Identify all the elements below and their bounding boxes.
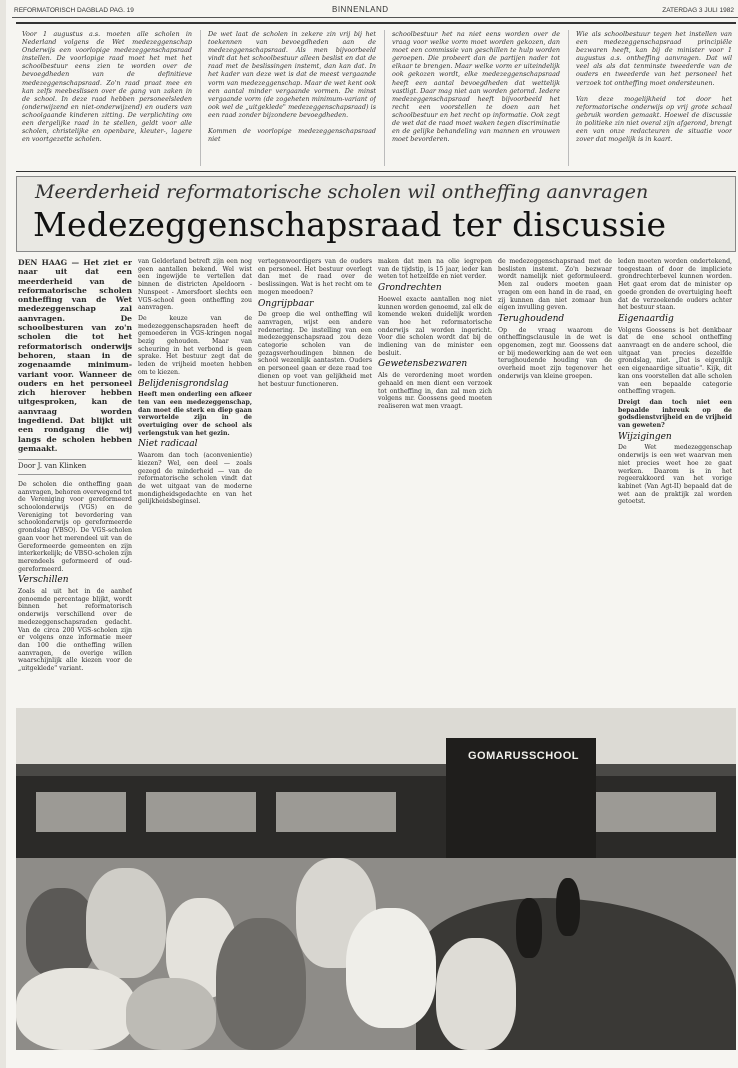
photo-child (346, 908, 436, 1028)
intro-column-4 (576, 30, 732, 166)
photo-window (146, 792, 256, 832)
photo-child (16, 968, 136, 1050)
article-paragraph: de medezeggenschapsraad met de beslisten instemt. Zo'n bezwaar wordt namelijk niet geformuleerd. Men zal ouders moeten gaan vragen om een hand in de raad, en zij kunnen dan niet zomaar hun eigen invulling geven. (498, 258, 612, 312)
intro-column-2-end: Kommen de voorlopige medezeggenschapsraad niet (208, 127, 376, 144)
article-bold-paragraph: Dreigt dan toch niet een bepaalde inbreuk op de godsdienstvrijheid en de vrijheid van geweten? (618, 398, 732, 430)
article-paragraph: Als de verordening moet worden gehaald en men dient een verzoek tot ontheffing in, dan zal men zich volgens mr. Goossens geed moeten realiseren wat men vraagt. (378, 372, 492, 410)
article-column-4 (378, 258, 492, 704)
school-photo (16, 708, 736, 1050)
article-paragraph: van Gelderland betreft zijn een nog geen aantallen bekend. Wel wist een ingewijde te vertellen dat binnen de districten Apeldoorn - Nunspeet - Amersfoort slechts een VGS-school geen ontheffing zou aanvragen. (138, 258, 252, 312)
school-sign: GOMARUSSCHOOL (468, 750, 579, 762)
intro-column-4-text: Wie als schoolbestuur tegen het instellen van een medezeggenschapsraad principiële bezwaren heeft, kan bij de minister voor 1 augustus a.s. ontheffing aanvragen. Dat wil veel als als dat tenminste tweederde van de ouders en tweederde van het personeel het verzoek tot ontheffing moet ondersteunen. (576, 30, 732, 87)
article-lead: DEN HAAG — Het ziet er naar uit dat een meerderheid van de reformatorische scholen ontheffing van de Wet medezeggenschap zal aanvragen. De schoolbesturen van zo'n scholen die tot het reformatorisch onderwijs behoren, staan in de zogenaamde minimum-variant voor. Wanneer de ouders en het personeel zich hierover hebben uitgesproken, kan de aanvraag worden ingediend. Dat blijkt uit een rondgang die wij langs de scholen hebben gemaakt. (18, 258, 132, 453)
article-subheading: Ongrijpbaar (258, 298, 314, 309)
article-bold-paragraph: Heeft men onderling een afkeer ten van een medezeggenschap, dan moet die sterk en diep gaan verwortelde zijn in de overtuiging over de school als verlengstuk van het gezin. (138, 391, 252, 437)
article-column-6 (618, 258, 732, 704)
header-date: ZATERDAG 3 JULI 1982 (662, 7, 734, 14)
article-subheading: Niet radicaal (138, 439, 198, 450)
article-paragraph: Hoewel exacte aantallen nog niet kunnen worden genoemd, zal elk de komende weken duidelijk worden van hoe het reformatorische onderwijs zal worden ingericht. Voor die scholen wordt dat bij de indiening van de minister een besluit. (378, 295, 492, 357)
article-paragraph: De scholen die ontheffing gaan aanvragen, behoren overwegend tot de Vereniging voor gereformeerd schoolonderwijs (VGS) en de Vereniging tot bevordering van schoolonderwijs op gereformeerde grondslag (VBSO). De VGS-scholen gaan voor het merendeel uit van de Gereformeerde gemeenten en zijn interkerkelijk; de VBSO-scholen zijn merendeels geformeerd of oud-gereformeerd. (18, 480, 132, 573)
article-subheading: Eigenaardig (618, 313, 674, 324)
header-section: BINNENLAND (332, 5, 389, 14)
headline-block (16, 176, 736, 252)
intro-divider (200, 30, 201, 166)
article-byline: Door J. van Klinken (18, 459, 132, 475)
intro-divider (384, 30, 385, 166)
headline-kicker: Meerderheid reformatorische scholen wil ontheffing aanvragen (35, 181, 649, 203)
article-subheading: Grondrechten (378, 283, 442, 294)
article-column-1 (18, 258, 132, 704)
intro-divider (568, 30, 569, 166)
article-paragraph: Op de vraag waarom de ontheffingsclausule in de wet is opgenomen, zegt mr. Goossens dat er bij medewerking aan de wet een terughoudende houding van de overheid moet zijn tegenover het onderwijs van kleine groepen. (498, 326, 612, 380)
intro-column-4b-text: Van deze mogelijkheid tot door het reformatorische onderwijs op vrij grote schaal gebruik worden gemaakt. Hoewel de discussie in politieke zin niet overal zijn afgerond, brengt een van onze redacteuren de situatie voor zover dat mogelijk is in kaart. (576, 94, 732, 144)
article-paragraph: leden moeten worden ondertekend, toegestaan of door de impliciete grondrechterbevel kunnen worden. Het gaat erom dat de minister op goede gronden de overtuiging heeft dat de verzoekende ouders achter het bestuur staan. (618, 258, 732, 312)
article-paragraph: maken dat men na olie iegrepen van de tijdstip, is 15 jaar, ieder kan weten tot hetzelfde en niet verder. (378, 258, 492, 281)
photo-window (596, 792, 716, 832)
article-subheading: Verschillen (18, 575, 69, 586)
photo-child (516, 898, 542, 958)
article-subheading: Terughoudend (498, 313, 565, 324)
photo-window (276, 792, 396, 832)
page-header (12, 4, 738, 18)
article-paragraph: De groep die wel ontheffing wil aanvragen, wijst een andere redenering. De instelling van een medezeggenschapsraad zou deze categorie scholen van de gezagsverhoudingen binnen de school wezenlijk aantasten. Ouders en personeel gaan er deze raad toe dienen op voet van gelijkheid met het bestuur functioneren. (258, 311, 372, 388)
article-subheading: Gewetensbezwaren (378, 359, 468, 370)
intro-column-2-text: De wet laat de scholen in zekere zin vrij bij het toekennen van bevoegdheden aan de medezeggenschapsraad. Als men bijvoorbeeld vindt dat het schoolbestuur alleen beslist en dat de raad met de beslissingen instemt, dan kan dat. In het kader van deze wet is dat de meest vergaande vorm van medezeggenschap. Maar de wet kent ook een aantal minder vergaande vormen. De minst vergaande vorm (de zogeheten minimum-variant of ook wel de „uitgeklede" medezeggenschapsraad) is een raad zonder bijzondere bevoegdheden. (208, 30, 376, 119)
article-paragraph: vertegenwoordigers van de ouders en personeel. Het bestuur overlegt dan met de raad over de beslissingen. Wat is het recht om te mogen meedoen? (258, 258, 372, 296)
photo-child (436, 938, 516, 1050)
article-column-2 (138, 258, 252, 704)
headline-title: Medezeggenschapsraad ter discussie (33, 205, 667, 244)
photo-child (216, 918, 306, 1050)
photo-window (36, 792, 126, 832)
intro-column-1: Voor 1 augustus a.s. moeten alle scholen in Nederland volgens de Wet medezeggenschap Onderwijs een voorlopige medezeggenschapsraad instellen. De voorlopige raad moet het met het schoolbestuur eens zien te worden over de bevoegdheden van de definitieve medezeggenschapsraad. Zo'n raad praat mee en kan zelfs meebeslissen over de gang van zaken in de school. In deze raad hebben personeelsleden (onderwijzend en niet-onderwijzend) en ouders van schoolgaande kinderen zitting. De verplichting om een dergelijke raad in te stellen, geldt voor alle scholen, christelijke en openbare, kleuter-, lagere en voortgezette scholen. (22, 30, 192, 144)
article-paragraph: Zoals al uit het in de aanhef genoemde percentage blijkt, wordt binnen het reformatorisch onderwijs verschillend over de medezeggenschapsraden gedacht. Van de circa 200 VGS-scholen zijn er volgens onze informatie meer dan 100 die ontheffing willen aanvragen, de overige willen waarschijnlijk alle kiezen voor de „uitgeklede" variant. (18, 588, 132, 673)
article-subheading: Wijzigingen (618, 431, 672, 442)
intro-column-2 (208, 30, 376, 166)
article-paragraph: De Wet medezeggenschap onderwijs is een wet waarvan men niet precies weet hoe ze gaat werken. Daarom is in het regeerakkoord van het vorige kabinet (Van Agt-II) bepaald dat de wet aan de praktijk zal worden getoetst. (618, 444, 732, 506)
article-column-5 (498, 258, 612, 704)
article-paragraph: Volgens Goossens is het denkbaar dat de ene school ontheffing aanvraagt en de andere school, die uitgaat van precies dezelfde grondslag, niet. „Dat is eigenlijk een eigenaardige situatie". Kijk, dit kan ons voorstellen dat alle scholen van een bepaalde categorie ontheffing vragen. (618, 326, 732, 396)
article-subheading: Belijdenisgrondslag (138, 378, 229, 389)
intro-box (16, 22, 736, 172)
article-paragraph: Waarom dan toch (aconvenientie) kiezen? Wel, een deel — zoals gezegd de minderheid — van de reformatorische scholen vindt dat de wet uitgaat van de moderne mondigheidsgedachte en van het gelijkheidsbeginsel. (138, 452, 252, 506)
article-paragraph: De keuze van de medezeggenschapsraden heeft de gemoederen in VGS-kringen nogal bezig gehouden. Maar van scheuring in het verbond is geen sprake. Het bestuur zegt dat de leden de vrijheid moeten hebben om te kiezen. (138, 314, 252, 376)
header-paper-name: REFORMATORISCH DAGBLAD PAG. 19 (14, 7, 134, 14)
photo-child (556, 878, 580, 936)
photo-child (126, 978, 216, 1050)
article-column-3 (258, 258, 372, 704)
photo-child (86, 868, 166, 978)
intro-column-3: schoolbestuur het na niet eens worden over de vraag voor welke vorm moet worden gekozen, dan moet een commissie van geschillen te hulp worden geroepen. Die probeert dan de partijen nader tot elkaar te brengen. Maar welke vorm er uiteindelijk ook gekozen wordt, elke medezeggenschapsraad heeft een aantal bevoegdheden dat wettelijk vastligt. Daar mag niet aan worden getornd. Iedere medezeggenschapsraad heeft bijvoorbeeld het recht een voorstellen te doen aan het schoolbestuur en het recht op informatie. Ook zegt de wet dat de raad moet waken tegen discriminatie en de gelijke behandeling van mannen en vrouwen moet bevorderen. (392, 30, 560, 144)
